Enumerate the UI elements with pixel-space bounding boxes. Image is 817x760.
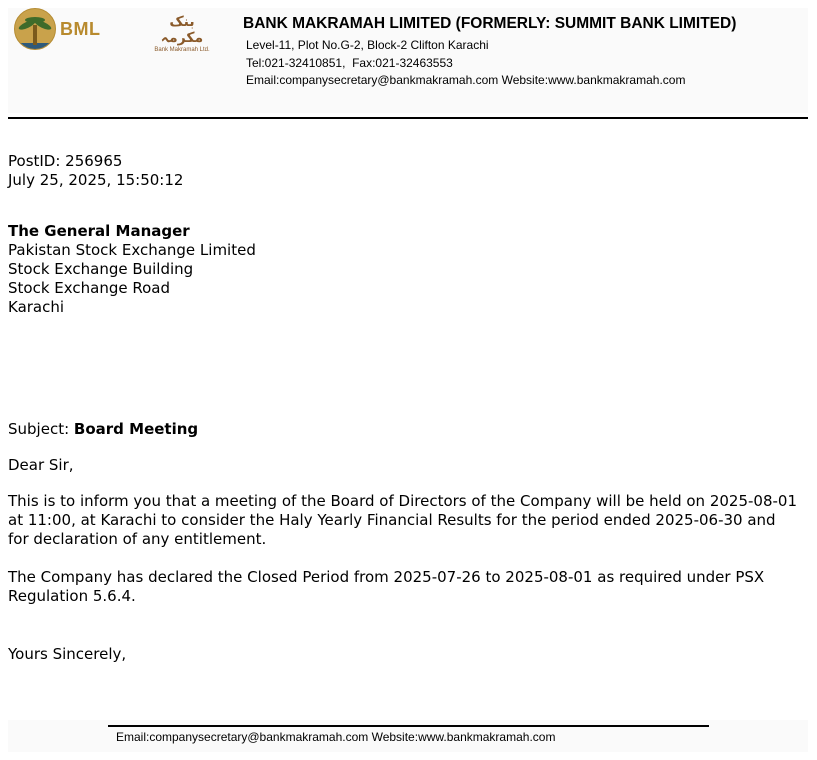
closing: Yours Sincerely, [8, 645, 127, 663]
footer-contact: Email:companysecretary@bankmakramah.com Website:www.bankmakramah.com [116, 730, 556, 744]
addressee-line: Stock Exchange Building [8, 260, 194, 278]
urdu-logo-subtext: Bank Makramah Ltd. [154, 47, 210, 53]
post-id: PostID: 256965 [8, 152, 123, 170]
addressee-line: Stock Exchange Road [8, 279, 170, 297]
letter-paragraph: The Company has declared the Closed Period from 2025-07-26 to 2025-08-01 as required under PSX Regulation 5.6.4. [8, 568, 765, 605]
bank-address: Level-11, Plot No.G-2, Block-2 Clifton Karachi [246, 38, 489, 52]
salutation: Dear Sir, [8, 456, 74, 474]
urdu-logo [150, 14, 214, 54]
post-date: July 25, 2025, 15:50:12 [8, 171, 184, 189]
addressee-line: Karachi [8, 298, 65, 316]
bank-title: BANK MAKRAMAH LIMITED (FORMERLY: SUMMIT BANK LIMITED) [243, 15, 737, 32]
urdu-logo-text: بنک مکرمہ [160, 14, 204, 46]
addressee-line: Pakistan Stock Exchange Limited [8, 241, 256, 259]
subject-line [8, 420, 198, 439]
subject-value: Board Meeting [73, 420, 199, 438]
palm-tree-icon [14, 8, 56, 50]
subject-label: Subject: [8, 420, 70, 438]
bml-logo-text: BML [60, 18, 101, 39]
bank-contact: Email:companysecretary@bankmakramah.com Website:www.bankmakramah.com [246, 73, 686, 87]
letter-paragraph: This is to inform you that a meeting of the Board of Directors of the Company will be held on 2025-08-01 at 11:00, at Karachi to consider the Haly Yearly Financial Results for the period ended 2025-06-30 and for declaration of any entitlement. [8, 492, 797, 548]
addressee-block [8, 222, 256, 317]
bml-logo [14, 8, 101, 50]
footer-divider [108, 725, 709, 727]
addressee-title: The General Manager [8, 222, 190, 240]
bank-phone-fax: Tel:021-32410851, Fax:021-32463553 [246, 56, 453, 70]
header-divider [8, 117, 808, 119]
